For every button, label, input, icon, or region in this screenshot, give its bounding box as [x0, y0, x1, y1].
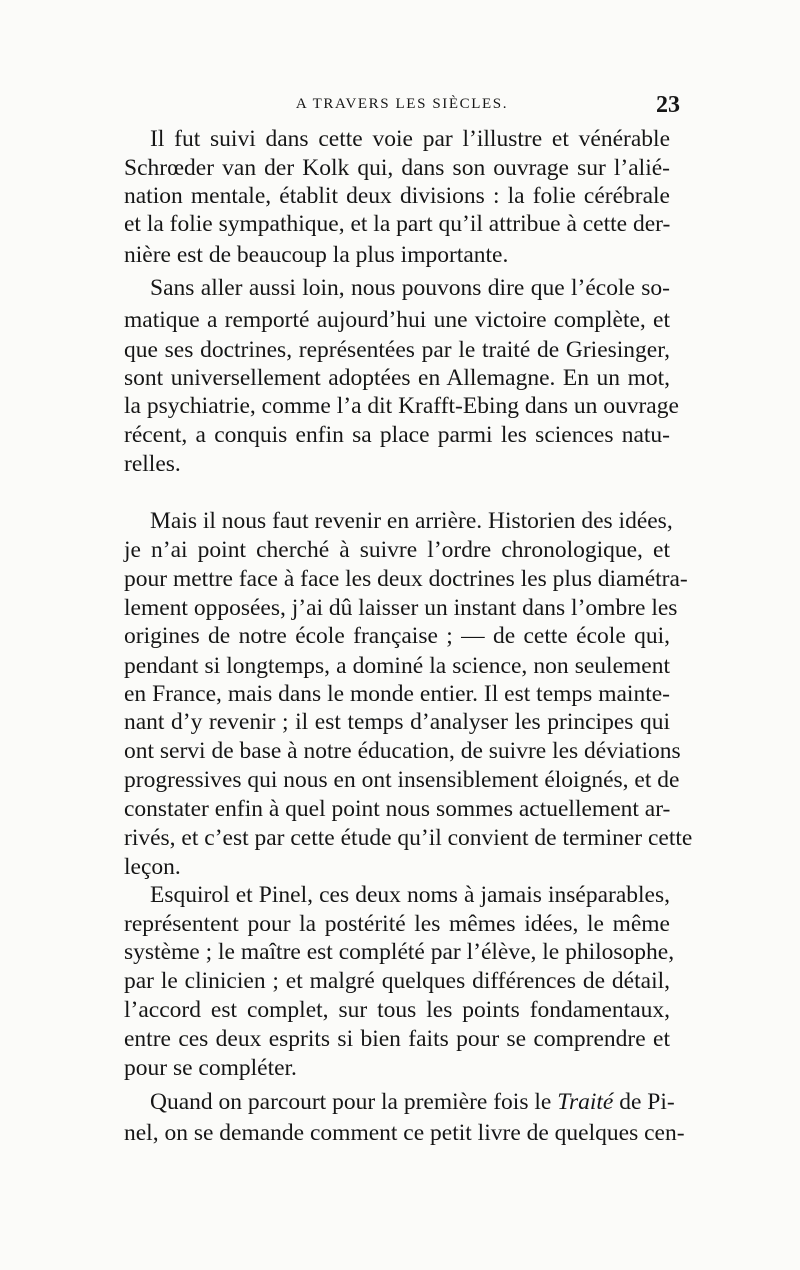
text-line: récent, a conquis enfin sa place parmi les sciences natu-: [124, 422, 670, 448]
text-line: matique a remporté aujourd’hui une victoire complète, et: [124, 307, 670, 333]
text-line: que ses doctrines, représentées par le traité de Griesinger,: [124, 337, 670, 363]
text-line: Schrœder van der Kolk qui, dans son ouvrage sur l’alié-: [124, 155, 670, 181]
text-line: l’accord est complet, sur tous les points fondamentaux,: [124, 997, 670, 1023]
text-line: rivés, et c’est par cette étude qu’il convient de terminer cette: [124, 825, 693, 851]
text-line: Mais il nous faut revenir en arrière. Historien des idées,: [150, 508, 673, 534]
text-line: et la folie sympathique, et la part qu’il attribue à cette der-: [124, 211, 671, 237]
text-line: la psychiatrie, comme l’a dit Krafft-Ebing dans un ouvrage: [124, 393, 679, 419]
text-segment: de Pi-: [619, 1089, 675, 1115]
text-segment: Quand on parcourt pour la première fois le: [150, 1089, 552, 1115]
text-line: nant d’y revenir ; il est temps d’analyser les principes qui: [124, 709, 670, 735]
text-line: système ; le maître est complété par l’élève, le philosophe,: [124, 939, 675, 965]
text-line: pour se compléter.: [124, 1055, 297, 1081]
italic-title-traite: Traité: [557, 1089, 614, 1115]
text-line: par le clinicien ; et malgré quelques différences de détail,: [124, 968, 670, 994]
running-head: [124, 92, 680, 118]
text-line: sont universellement adoptées en Allemagne. En un mot,: [124, 365, 670, 391]
text-line: nel, on se demande comment ce petit livre de quelques cen-: [124, 1120, 685, 1146]
text-line: leçon.: [124, 854, 181, 880]
page-number: 23: [656, 92, 680, 118]
text-line: en France, mais dans le monde entier. Il est temps mainte-: [124, 681, 670, 707]
text-line: entre ces deux esprits si bien faits pour se comprendre et: [124, 1026, 670, 1052]
text-line: progressives qui nous en ont insensiblement éloignés, et de: [124, 767, 680, 793]
text-line: ont servi de base à notre éducation, de suivre les déviations: [124, 738, 681, 764]
text-line: constater enfin à quel point nous sommes actuellement ar-: [124, 796, 671, 822]
text-line: [150, 1087, 675, 1117]
text-line: Sans aller aussi loin, nous pouvons dire que l’école so-: [150, 275, 670, 301]
text-line: origines de notre école française ; — de cette école qui,: [124, 623, 670, 649]
text-line: nation mentale, établit deux divisions : la folie cérébrale: [124, 183, 670, 209]
text-line: pendant si longtemps, a dominé la science, non seulement: [124, 653, 670, 679]
text-line: lement opposées, j’ai dû laisser un instant dans l’ombre les: [124, 595, 678, 621]
text-line: nière est de beaucoup la plus importante.: [124, 242, 509, 268]
text-line: Esquirol et Pinel, ces deux noms à jamais inséparables,: [150, 882, 670, 908]
running-title: A TRAVERS LES SIÈCLES.: [295, 96, 509, 112]
text-line: représentent pour la postérité les mêmes idées, le même: [124, 911, 670, 937]
text-line: Il fut suivi dans cette voie par l’illustre et vénérable: [150, 126, 670, 152]
text-line: pour mettre face à face les deux doctrines les plus diamétra-: [124, 566, 688, 592]
text-line: je n’ai point cherché à suivre l’ordre chronologique, et: [124, 537, 670, 563]
text-line: relles.: [124, 451, 181, 477]
